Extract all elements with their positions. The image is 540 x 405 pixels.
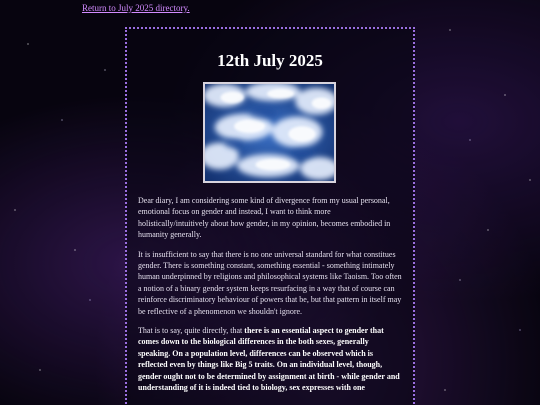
entry-paragraph: It is insufficient to say that there is no one universal standard for what constitues gender. There is something constant, something essential - something intimately human underpinned by religions and philosophical systems like Taoism. Too often a notion of a binary gender system keeps resurfacing in a way that of course can reinforce discriminatory behaviour of powers that be, but that pattern in itself may be reflective of a phenomenon we shouldn't ignore.	[138, 249, 402, 316]
entry-title: 12th July 2025	[217, 51, 323, 70]
diary-entry-panel	[125, 27, 415, 405]
entry-body	[138, 195, 402, 402]
paragraph-bold-text: there is an essential aspect to gender that comes down to the biological differences in the both sexes, generally speaking. On a population level, differences can be observed which is reflected even by things like Big 5 traits. On an individual level, though, gender ought not to be determined by assignment at birth - while gender and understanding of it is indeed tied to biology, sex expresses with one	[138, 326, 400, 393]
cloud-image-icon	[205, 84, 334, 181]
paragraph-lead-text: That is to say, quite directly, that	[138, 326, 245, 336]
entry-paragraph	[138, 325, 402, 393]
cloudy-sky-photo	[203, 82, 336, 183]
return-to-directory-link[interactable]: Return to July 2025 directory.	[82, 3, 190, 13]
entry-paragraph: Dear diary, I am considering some kind of divergence from my usual personal, emotional focus on gender and instead, I want to think more holistically/intuitively about how gender, in my opinion, becomes embodied in humanity generally.	[138, 196, 391, 240]
